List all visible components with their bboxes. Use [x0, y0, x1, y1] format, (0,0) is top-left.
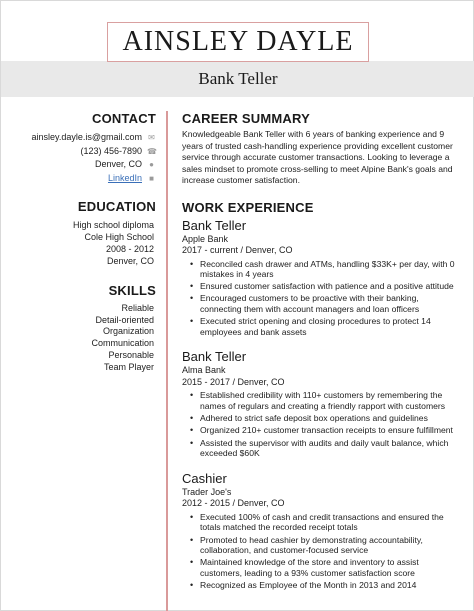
education-school: Cole High School — [84, 232, 154, 242]
left-column — [1, 111, 156, 373]
job-bullet: • Executed 100% of cash and credit transactions and ensured the totals matched the recorded receipt totals — [182, 512, 457, 533]
education-section — [1, 199, 156, 267]
job-bullet: • Ensured customer satisfaction with patience and a positive attitude — [182, 281, 457, 292]
right-column — [182, 111, 457, 592]
skill-item: Detail-oriented — [95, 314, 154, 325]
summary-heading: CAREER SUMMARY — [182, 111, 310, 126]
job-bullet: • Encouraged customers to be proactive with their banking, connecting them with account managers and loan officers — [182, 293, 457, 314]
job-title: Bank Teller — [182, 217, 247, 233]
summary-text: Knowledgeable Bank Teller with 6 years of banking experience and 9 years of trusted cash-handling experience providing excellent customer service through accurate customer transactions. Looking to leverage a sales mindset to promote cross-selling to meet Alpine Bank's goals and increase customer satisfaction. — [182, 129, 453, 185]
envelope-icon: ✉ — [148, 133, 155, 143]
job-company: Trader Joe's — [182, 486, 232, 497]
job-bullet: • Executed strict opening and closing procedures to protect 14 employees and bank assets — [182, 316, 457, 337]
job-title: Cashier — [182, 470, 227, 486]
job-bullet: • Established credibility with 110+ customers by remembering the names of regulars and creating a friendly rapport with customers — [182, 390, 457, 411]
phone-text: (123) 456-7890 — [80, 145, 142, 156]
job-company: Apple Bank — [182, 233, 229, 244]
job-title: Bank Teller — [182, 349, 247, 365]
skill-item: Personable — [108, 349, 154, 360]
education-location: Denver, CO — [106, 256, 154, 266]
name-box — [107, 22, 369, 62]
contact-email — [1, 131, 156, 145]
job-bullet: • Promoted to head cashier by demonstrating accountability, collaboration, and customer-focused service — [182, 535, 457, 556]
job-meta: 2012 - 2015 / Denver, CO — [182, 498, 285, 509]
job-bullet: • Maintained knowledge of the store and inventory to assist customers, leading to a 93% customer satisfaction score — [182, 557, 457, 578]
job-bullet: • Organized 210+ customer transaction receipts to ensure fulfillment — [182, 425, 457, 436]
job-bullet: • Adhered to strict safe deposit box operations and guidelines — [182, 413, 457, 424]
experience-heading: WORK EXPERIENCE — [182, 199, 314, 215]
contact-location — [1, 158, 156, 172]
skills-heading: SKILLS — [108, 283, 156, 298]
candidate-name: AINSLEY DAYLE — [122, 26, 354, 57]
job-meta: 2015 - 2017 / Denver, CO — [182, 376, 285, 387]
skill-item: Communication — [91, 338, 154, 349]
education-years: 2008 - 2012 — [105, 244, 154, 254]
job-bullet: • Reconciled cash drawer and ATMs, handling $33K+ per day, with 0 mistakes in 4 years — [182, 259, 457, 280]
phone-icon: ☎ — [147, 146, 157, 156]
summary-section — [182, 111, 457, 187]
map-pin-icon: ● — [149, 160, 154, 170]
location-text: Denver, CO — [94, 159, 142, 169]
contact-linkedin — [1, 172, 156, 186]
job-company: Alma Bank — [182, 365, 226, 376]
linkedin-link[interactable]: LinkedIn — [107, 172, 142, 183]
skill-item: Team Player — [103, 361, 154, 372]
linkedin-icon: ■ — [149, 173, 154, 183]
job-entry — [182, 349, 457, 458]
contact-section — [1, 111, 156, 185]
job-bullets — [182, 259, 457, 338]
skills-section — [1, 283, 156, 373]
skill-item: Organization — [102, 326, 154, 337]
skill-item: Reliable — [121, 303, 154, 313]
job-entry — [182, 471, 457, 591]
contact-heading: CONTACT — [92, 111, 156, 126]
job-title-header: Bank Teller — [198, 69, 278, 88]
job-entry — [182, 218, 457, 338]
job-meta: 2017 - current / Denver, CO — [182, 245, 293, 255]
education-heading: EDUCATION — [77, 199, 156, 214]
job-bullets — [182, 390, 457, 458]
job-bullet: • Recognized as Employee of the Month in 2013 and 2014 — [182, 580, 457, 591]
experience-section — [182, 200, 457, 591]
contact-phone — [1, 145, 156, 159]
column-divider — [166, 111, 168, 611]
job-bullet: • Assisted the supervisor with audits and daily vault balance, which exceeded $60K — [182, 438, 457, 459]
job-bullets — [182, 512, 457, 591]
education-degree: High school diploma — [72, 220, 154, 230]
email-text: ainsley.dayle.is@gmail.com — [31, 132, 142, 142]
